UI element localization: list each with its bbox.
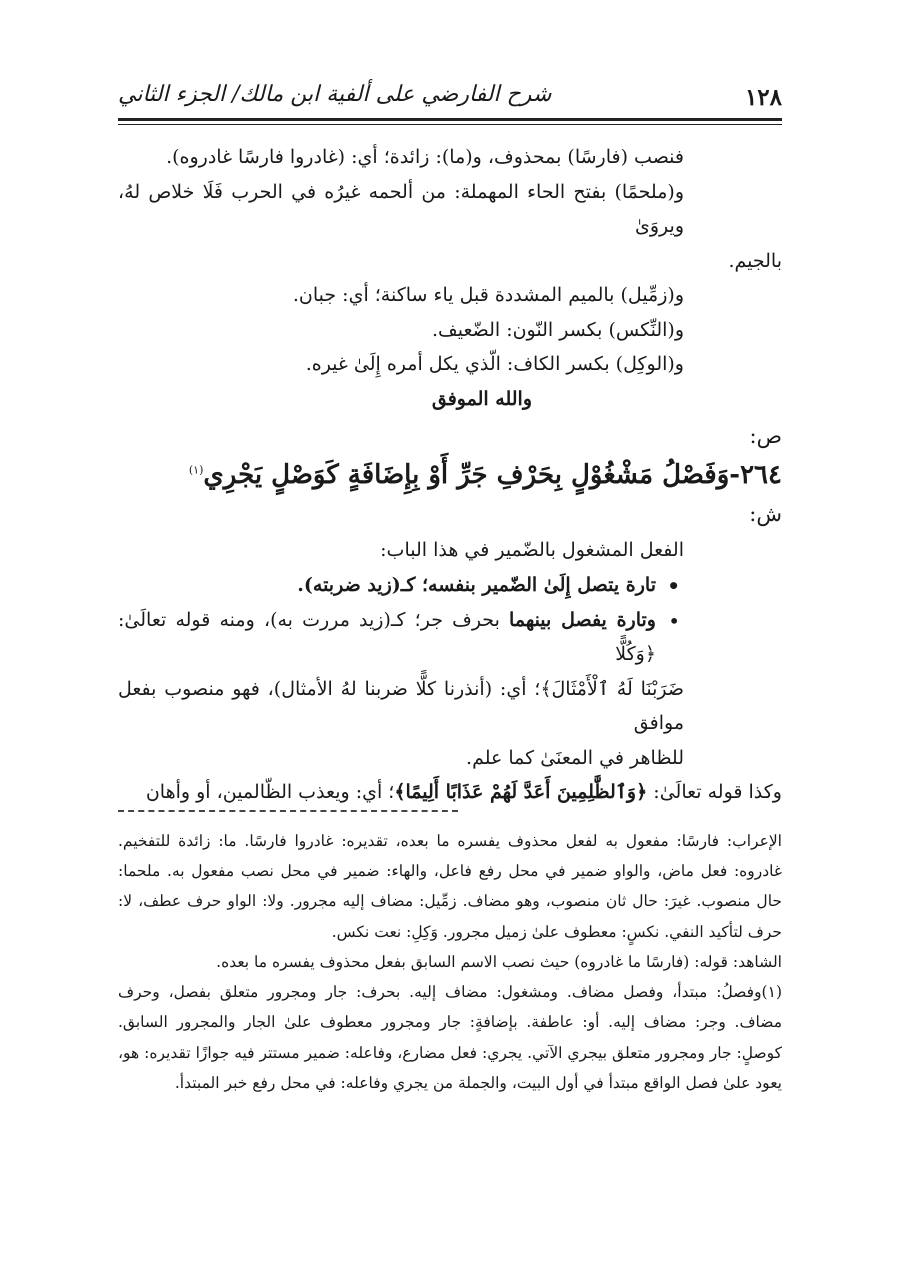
bullet-2-bold: وتارة يفصل بينهما (509, 608, 656, 631)
verse-footnote-ref: (١) (188, 463, 204, 477)
verse-text: ٢٦٤-وَفَصْلُ مَشْغُوْلٍ بِحَرْفِ جَرِّ أَوْ بِإِضَافَةٍ كَوَصْلٍ يَجْرِي (203, 459, 782, 490)
header-rule-thin (118, 124, 782, 125)
paragraph-3: و(زمِّيل) بالميم المشددة قبل ياء ساكنة؛ أي: جبان. (292, 284, 684, 307)
paragraph-8-a: وكذا قوله تعالَىٰ: (647, 781, 782, 804)
page-header (118, 78, 782, 114)
paragraph-2-cont: بالجيم. (728, 249, 782, 272)
bullet-2-line-3: للظاهر في المعنَىٰ كما علم. (466, 746, 684, 769)
sad-label: ص: (749, 423, 782, 448)
quran-quote: ﴿وَٱلظَّٰلِمِينَ أَعَدَّ لَهُمْ عَذَابًا أَلِيمًا﴾ (394, 781, 648, 804)
bullet-2-rest: بحرف جر؛ كـ(زيد مررت به)، ومنه قوله تعالَىٰ: ﴿وَكُلًّا (118, 608, 656, 666)
main-text (118, 140, 782, 810)
paragraph-4: و(النِّكس) بكسر النّون: الضّعيف. (432, 318, 684, 341)
page-number: ١٢٨ (744, 84, 782, 111)
paragraph-1: فنصب (فارسًا) بمحذوف، و(ما): زائدة؛ أي: (غادروا فارسًا غادروه). (166, 146, 684, 168)
paragraph-2: و(ملحمًا) بفتح الحاء المهملة: من ألحمه غيرُه في الحرب فَلَا خلاص لهُ، ويروَىٰ (118, 180, 684, 238)
bullet-item-1: • تارة يتصل إِلَىٰ الضّمير بنفسه؛ كـ(زيد ضربته). (118, 568, 782, 603)
footnote-shahid: الشاهد: قوله: (فارسًا ما غادروه) حيث نصب الاسم السابق بفعل محذوف يفسره ما بعده. (216, 952, 782, 971)
paragraph-8 (118, 775, 782, 810)
footnotes (118, 826, 782, 1098)
verse-264 (118, 455, 782, 495)
footnote-1: (١)وفصلُ: مبتدأ، وفصل مضاف. ومشغول: مضاف إليه. بحرف: جار ومجرور متعلق بفصل، وحرف مضاف. وجر: مضاف إليه. أو: عاطفة. بإضافةٍ: جار ومجرور معطوف علىٰ الجار والمجرور السابق. كوصلٍ: جار ومجرور متعلق بيجري الآتي. يجري: فعل مضارع، وفاعله: ضمير مستتر فيه جوازًا تقديره: هو، يعود علىٰ فصل الواقع مبتدأ في أول البيت، والجملة من يجري وفاعله: في محل رفع خبر المبتدأ. (118, 983, 782, 1092)
footnote-irab: الإعراب: فارسًا: مفعول به لفعل محذوف يفسره ما بعده، تقديره: غادروا فارسًا. ما: زائدة للتفخيم. غادروه: فعل ماض، والواو ضمير في محل رفع فاعل، والهاء: ضمير في محل نصب مفعول به. ملحما: حال منصوب. غيرَ: حال ثان منصوب، وهو مضاف. زمِّيل: مضاف إليه مجرور. ولا: الواو حرف عطف، لا: حرف لتأكيد النفي. نكسٍ: معطوف علىٰ زميل مجرور. وَكِلِ: نعت نكس. (118, 832, 782, 941)
footnote-separator (118, 810, 458, 812)
paragraph-8-b: ؛ أي: ويعذب الظّالمين، أو وأهان (145, 781, 395, 804)
running-title: شرح الفارضي على ألفية ابن مالك/ الجزء الثاني (118, 82, 552, 107)
header-rule-thick (118, 118, 782, 121)
bullet-item-2 (118, 603, 782, 672)
closing-phrase: والله الموفق (431, 388, 532, 411)
paragraph-5: و(الوكِل) بكسر الكاف: الّذي يكل أمره إِلَىٰ غيره. (305, 353, 684, 376)
shin-label: ش: (749, 502, 782, 527)
bullet-2-line-2: ضَرَبْنَا لَهُ ٱلْأَمْثَالَ﴾؛ أي: (أنذرنا كلًّا ضربنا لهُ الأمثال)، فهو منصوب بفعل موافق (118, 677, 684, 735)
paragraph-7: الفعل المشغول بالضّمير في هذا الباب: (380, 539, 684, 562)
